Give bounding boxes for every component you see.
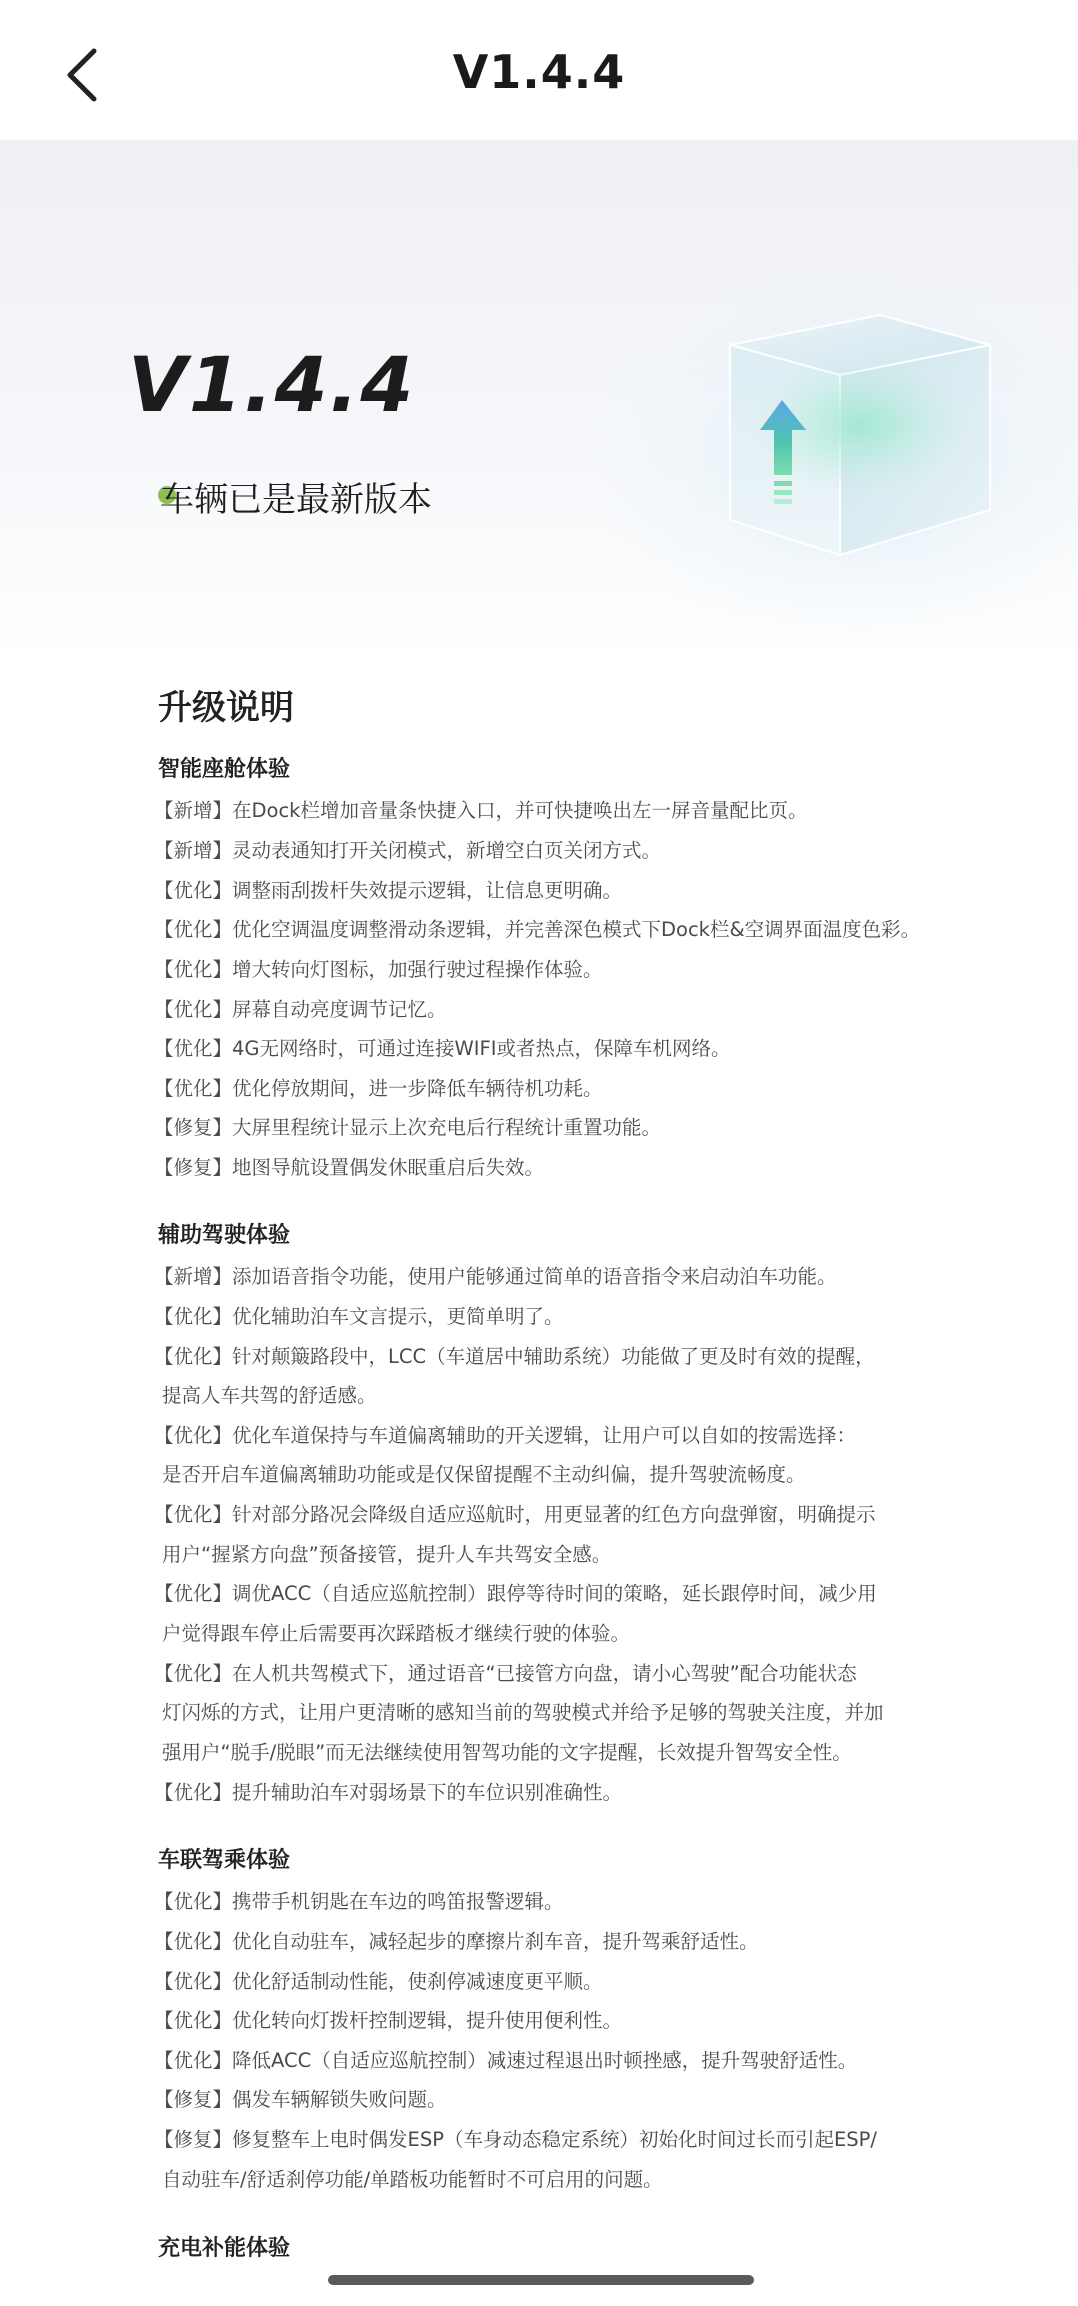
note-line: 【修复】大屏里程统计显示上次充电后行程统计重置功能。 xyxy=(154,1116,662,1139)
group-title-connected-ride: 车联驾乘体验 xyxy=(158,1848,291,1873)
note-line: 自动驻车/舒适刹停功能/单踏板功能暂时不可启用的问题。 xyxy=(162,2168,663,2191)
note-line: 【优化】屏幕自动亮度调节记忆。 xyxy=(154,998,447,1021)
group-title-driving-assist: 辅助驾驶体验 xyxy=(158,1223,291,1248)
note-line: 【优化】针对颠簸路段中，LCC（车道居中辅助系统）功能做了更及时有效的提醒， xyxy=(154,1345,875,1368)
home-indicator[interactable] xyxy=(328,2275,754,2285)
note-line: 是否开启车道偏离辅助功能或是仅保留提醒不主动纠偏，提升驾驶流畅度。 xyxy=(162,1463,806,1486)
current-version-label: V1.4.4 xyxy=(128,340,416,429)
top-navigation-bar xyxy=(0,0,1078,140)
note-line: 【优化】4G无网络时，可通过连接WIFI或者热点，保障车机网络。 xyxy=(154,1037,731,1060)
note-line: 【优化】调整雨刮拨杆失效提示逻辑，让信息更明确。 xyxy=(154,879,623,902)
note-line: 【修复】偶发车辆解锁失败问题。 xyxy=(154,2088,447,2111)
note-line: 【优化】优化停放期间，进一步降低车辆待机功耗。 xyxy=(154,1077,603,1100)
group-title-charging: 充电补能体验 xyxy=(158,2236,291,2261)
release-notes-heading: 升级说明 xyxy=(158,688,294,728)
upgrade-cube-icon xyxy=(720,305,1020,575)
note-line: 【优化】优化转向灯拨杆控制逻辑，提升使用便利性。 xyxy=(154,2009,623,2032)
note-line: 【修复】修复整车上电时偶发ESP（车身动态稳定系统）初始化时间过长而引起ESP/ xyxy=(154,2128,877,2151)
note-line: 【优化】优化舒适制动性能，使刹停减速度更平顺。 xyxy=(154,1970,603,1993)
note-line: 【新增】在Dock栏增加音量条快捷入口，并可快捷唤出左一屏音量配比页。 xyxy=(154,799,808,822)
page-title: V1.4.4 xyxy=(452,45,626,99)
note-line: 强用户“脱手/脱眼”而无法继续使用智驾功能的文字提醒，长效提升智驾安全性。 xyxy=(162,1741,852,1764)
note-line: 【修复】地图导航设置偶发休眠重启后失效。 xyxy=(154,1156,545,1179)
note-line: 【优化】降低ACC（自适应巡航控制）减速过程退出时顿挫感，提升驾驶舒适性。 xyxy=(154,2049,858,2072)
note-line: 用户“握紧方向盘”预备接管，提升人车共驾安全感。 xyxy=(162,1543,612,1566)
note-line: 【优化】在人机共驾模式下，通过语音“已接管方向盘，请小心驾驶”配合功能状态 xyxy=(154,1662,857,1685)
note-line: 【优化】携带手机钥匙在车边的鸣笛报警逻辑。 xyxy=(154,1890,564,1913)
note-line: 【优化】优化空调温度调整滑动条逻辑，并完善深色模式下Dock栏&空调界面温度色彩。 xyxy=(154,918,921,941)
note-line: 【优化】优化自动驻车，减轻起步的摩擦片刹车音，提升驾乘舒适性。 xyxy=(154,1930,759,1953)
note-line: 户觉得跟车停止后需要再次踩踏板才继续行驶的体验。 xyxy=(162,1622,631,1645)
note-line: 【优化】优化车道保持与车道偏离辅助的开关逻辑，让用户可以自如的按需选择： xyxy=(154,1424,857,1447)
note-line: 【新增】灵动表通知打开关闭模式，新增空白页关闭方式。 xyxy=(154,839,662,862)
note-line: 【优化】调优ACC（自适应巡航控制）跟停等待时间的策略，延长跟停时间，减少用 xyxy=(154,1582,877,1605)
note-line: 【优化】针对部分路况会降级自适应巡航时，用更显著的红色方向盘弹窗，明确提示 xyxy=(154,1503,876,1526)
note-line: 灯闪烁的方式，让用户更清晰的感知当前的驾驶模式并给予足够的驾驶关注度，并加 xyxy=(162,1701,884,1724)
note-line: 【优化】优化辅助泊车文言提示，更简单明了。 xyxy=(154,1305,564,1328)
note-line: 【优化】增大转向灯图标，加强行驶过程操作体验。 xyxy=(154,958,603,981)
note-line: 【优化】提升辅助泊车对弱场景下的车位识别准确性。 xyxy=(154,1781,623,1804)
update-status-text: 车辆已是最新版本 xyxy=(160,480,432,520)
note-line: 提高人车共驾的舒适感。 xyxy=(162,1384,377,1407)
note-line: 【新增】添加语音指令功能，使用户能够通过简单的语音指令来启动泊车功能。 xyxy=(154,1265,837,1288)
group-title-cabin: 智能座舱体验 xyxy=(158,757,291,782)
